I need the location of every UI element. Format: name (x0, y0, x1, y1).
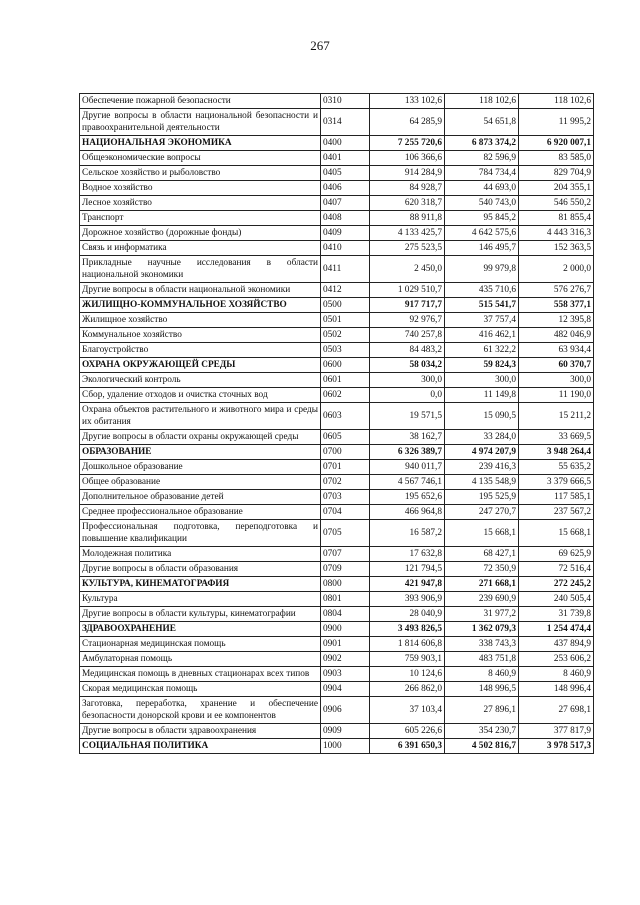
row-value-1-cell: 0,0 (370, 388, 445, 403)
row-value-3-cell: 11 995,2 (519, 109, 594, 136)
row-value-2-cell: 44 693,0 (445, 181, 519, 196)
row-value-2-cell: 31 977,2 (445, 607, 519, 622)
row-code-cell: 0707 (321, 547, 370, 562)
row-value-3-cell: 33 669,5 (519, 430, 594, 445)
section-row (80, 577, 594, 592)
row-value-2-cell: 435 710,6 (445, 283, 519, 298)
table-row (80, 256, 594, 283)
budget-table (79, 93, 594, 754)
row-value-3-cell: 482 046,9 (519, 328, 594, 343)
row-value-2-cell: 59 824,3 (445, 358, 519, 373)
row-name-cell: Сбор, удаление отходов и очистка сточных вод (80, 388, 321, 403)
row-value-2-cell: 271 668,1 (445, 577, 519, 592)
row-value-3-cell: 3 948 264,4 (519, 445, 594, 460)
row-value-1-cell: 4 133 425,7 (370, 226, 445, 241)
table-row (80, 430, 594, 445)
row-code-cell: 0902 (321, 652, 370, 667)
row-name-cell: Общее образование (80, 475, 321, 490)
row-value-1-cell: 759 903,1 (370, 652, 445, 667)
table-row (80, 592, 594, 607)
row-value-2-cell: 82 596,9 (445, 151, 519, 166)
row-name-cell: Водное хозяйство (80, 181, 321, 196)
row-code-cell: 0705 (321, 520, 370, 547)
row-value-1-cell: 10 124,6 (370, 667, 445, 682)
row-value-2-cell: 72 350,9 (445, 562, 519, 577)
row-value-2-cell: 4 502 816,7 (445, 739, 519, 754)
row-value-1-cell: 4 567 746,1 (370, 475, 445, 490)
row-value-3-cell: 546 550,2 (519, 196, 594, 211)
row-value-3-cell: 60 370,7 (519, 358, 594, 373)
row-value-2-cell: 515 541,7 (445, 298, 519, 313)
row-name-cell: ОБРАЗОВАНИЕ (80, 445, 321, 460)
row-value-1-cell: 84 483,2 (370, 343, 445, 358)
row-name-cell: Сельское хозяйство и рыболовство (80, 166, 321, 181)
table-row (80, 211, 594, 226)
row-code-cell: 0901 (321, 637, 370, 652)
row-value-1-cell: 16 587,2 (370, 520, 445, 547)
row-name-cell: НАЦИОНАЛЬНАЯ ЭКОНОМИКА (80, 136, 321, 151)
table-row (80, 166, 594, 181)
row-value-1-cell: 300,0 (370, 373, 445, 388)
row-code-cell: 0407 (321, 196, 370, 211)
table-row (80, 607, 594, 622)
table-row (80, 328, 594, 343)
row-code-cell: 0602 (321, 388, 370, 403)
row-value-3-cell: 377 817,9 (519, 724, 594, 739)
row-value-2-cell: 195 525,9 (445, 490, 519, 505)
row-value-3-cell: 15 668,1 (519, 520, 594, 547)
row-name-cell: Другие вопросы в области национальной экономики (80, 283, 321, 298)
table-row (80, 547, 594, 562)
row-value-3-cell: 2 000,0 (519, 256, 594, 283)
row-value-1-cell: 940 011,7 (370, 460, 445, 475)
section-row (80, 622, 594, 637)
row-value-3-cell: 8 460,9 (519, 667, 594, 682)
row-name-cell: Молодежная политика (80, 547, 321, 562)
row-value-3-cell: 12 395,8 (519, 313, 594, 328)
table-row (80, 226, 594, 241)
row-value-2-cell: 4 974 207,9 (445, 445, 519, 460)
row-value-3-cell: 69 625,9 (519, 547, 594, 562)
row-value-3-cell: 829 704,9 (519, 166, 594, 181)
row-name-cell: Стационарная медицинская помощь (80, 637, 321, 652)
row-value-2-cell: 27 896,1 (445, 697, 519, 724)
row-code-cell: 0314 (321, 109, 370, 136)
row-name-cell: Лесное хозяйство (80, 196, 321, 211)
row-value-1-cell: 1 029 510,7 (370, 283, 445, 298)
table-row (80, 94, 594, 109)
row-name-cell: Обеспечение пожарной безопасности (80, 94, 321, 109)
row-code-cell: 0709 (321, 562, 370, 577)
row-value-2-cell: 540 743,0 (445, 196, 519, 211)
row-value-1-cell: 466 964,8 (370, 505, 445, 520)
table-row (80, 697, 594, 724)
row-name-cell: Медицинская помощь в дневных стационарах всех типов (80, 667, 321, 682)
row-name-cell: ЗДРАВООХРАНЕНИЕ (80, 622, 321, 637)
row-value-2-cell: 6 873 374,2 (445, 136, 519, 151)
row-name-cell: ЖИЛИЩНО-КОММУНАЛЬНОЕ ХОЗЯЙСТВО (80, 298, 321, 313)
row-value-2-cell: 247 270,7 (445, 505, 519, 520)
row-value-3-cell: 300,0 (519, 373, 594, 388)
row-value-1-cell: 605 226,6 (370, 724, 445, 739)
table-row (80, 682, 594, 697)
table-row (80, 403, 594, 430)
row-value-2-cell: 11 149,8 (445, 388, 519, 403)
row-value-1-cell: 38 162,7 (370, 430, 445, 445)
row-value-2-cell: 33 284,0 (445, 430, 519, 445)
row-value-1-cell: 6 326 389,7 (370, 445, 445, 460)
table-row (80, 373, 594, 388)
row-name-cell: Профессиональная подготовка, переподготовка и повышение квалификации (80, 520, 321, 547)
row-value-3-cell: 63 934,4 (519, 343, 594, 358)
row-name-cell: Другие вопросы в области культуры, кинематографии (80, 607, 321, 622)
row-code-cell: 0501 (321, 313, 370, 328)
row-value-1-cell: 275 523,5 (370, 241, 445, 256)
table-row (80, 181, 594, 196)
row-name-cell: Другие вопросы в области здравоохранения (80, 724, 321, 739)
row-value-1-cell: 917 717,7 (370, 298, 445, 313)
row-value-2-cell: 338 743,3 (445, 637, 519, 652)
row-value-1-cell: 17 632,8 (370, 547, 445, 562)
row-value-2-cell: 37 757,4 (445, 313, 519, 328)
table-row (80, 667, 594, 682)
row-code-cell: 0900 (321, 622, 370, 637)
row-value-2-cell: 99 979,8 (445, 256, 519, 283)
table-row (80, 475, 594, 490)
row-code-cell: 0703 (321, 490, 370, 505)
row-code-cell: 0310 (321, 94, 370, 109)
row-name-cell: Дошкольное образование (80, 460, 321, 475)
row-name-cell: Другие вопросы в области охраны окружающей среды (80, 430, 321, 445)
row-value-2-cell: 483 751,8 (445, 652, 519, 667)
row-name-cell: СОЦИАЛЬНАЯ ПОЛИТИКА (80, 739, 321, 754)
row-value-1-cell: 266 862,0 (370, 682, 445, 697)
row-name-cell: Дорожное хозяйство (дорожные фонды) (80, 226, 321, 241)
row-value-2-cell: 146 495,7 (445, 241, 519, 256)
row-value-1-cell: 393 906,9 (370, 592, 445, 607)
table-row (80, 724, 594, 739)
row-value-1-cell: 421 947,8 (370, 577, 445, 592)
row-value-1-cell: 106 366,6 (370, 151, 445, 166)
row-code-cell: 0702 (321, 475, 370, 490)
row-name-cell: Благоустройство (80, 343, 321, 358)
row-value-3-cell: 253 606,2 (519, 652, 594, 667)
row-value-1-cell: 620 318,7 (370, 196, 445, 211)
row-value-2-cell: 15 090,5 (445, 403, 519, 430)
row-name-cell: Скорая медицинская помощь (80, 682, 321, 697)
row-code-cell: 0801 (321, 592, 370, 607)
row-code-cell: 0904 (321, 682, 370, 697)
row-name-cell: Амбулаторная помощь (80, 652, 321, 667)
table-row (80, 283, 594, 298)
row-value-1-cell: 7 255 720,6 (370, 136, 445, 151)
row-value-1-cell: 92 976,7 (370, 313, 445, 328)
row-code-cell: 0601 (321, 373, 370, 388)
row-value-3-cell: 31 739,8 (519, 607, 594, 622)
row-code-cell: 0600 (321, 358, 370, 373)
row-value-3-cell: 4 443 316,3 (519, 226, 594, 241)
section-row (80, 358, 594, 373)
row-value-2-cell: 354 230,7 (445, 724, 519, 739)
table-row (80, 196, 594, 211)
row-value-3-cell: 3 978 517,3 (519, 739, 594, 754)
row-value-1-cell: 37 103,4 (370, 697, 445, 724)
row-value-3-cell: 27 698,1 (519, 697, 594, 724)
row-value-1-cell: 740 257,8 (370, 328, 445, 343)
table-row (80, 241, 594, 256)
row-value-1-cell: 6 391 650,3 (370, 739, 445, 754)
row-name-cell: Экологический контроль (80, 373, 321, 388)
row-code-cell: 0704 (321, 505, 370, 520)
row-name-cell: Транспорт (80, 211, 321, 226)
row-name-cell: Коммунальное хозяйство (80, 328, 321, 343)
row-code-cell: 0405 (321, 166, 370, 181)
table-row (80, 637, 594, 652)
section-row (80, 298, 594, 313)
table-row (80, 490, 594, 505)
row-value-2-cell: 784 734,4 (445, 166, 519, 181)
row-value-1-cell: 133 102,6 (370, 94, 445, 109)
row-name-cell: Прикладные научные исследования в области национальной экономики (80, 256, 321, 283)
row-value-3-cell: 117 585,1 (519, 490, 594, 505)
table-row (80, 343, 594, 358)
table-row (80, 520, 594, 547)
budget-table-body (80, 94, 594, 754)
row-code-cell: 0903 (321, 667, 370, 682)
row-value-1-cell: 195 652,6 (370, 490, 445, 505)
row-name-cell: Общеэкономические вопросы (80, 151, 321, 166)
row-code-cell: 0804 (321, 607, 370, 622)
row-value-3-cell: 204 355,1 (519, 181, 594, 196)
row-name-cell: Связь и информатика (80, 241, 321, 256)
row-value-3-cell: 437 894,9 (519, 637, 594, 652)
row-value-3-cell: 272 245,2 (519, 577, 594, 592)
row-code-cell: 0412 (321, 283, 370, 298)
row-value-1-cell: 121 794,5 (370, 562, 445, 577)
row-code-cell: 0503 (321, 343, 370, 358)
row-value-1-cell: 3 493 826,5 (370, 622, 445, 637)
row-name-cell: ОХРАНА ОКРУЖАЮЩЕЙ СРЕДЫ (80, 358, 321, 373)
row-value-2-cell: 15 668,1 (445, 520, 519, 547)
table-row (80, 109, 594, 136)
row-code-cell: 0408 (321, 211, 370, 226)
row-name-cell: Другие вопросы в области национальной безопасности и правоохранительной деятельности (80, 109, 321, 136)
table-row (80, 652, 594, 667)
row-value-3-cell: 1 254 474,4 (519, 622, 594, 637)
row-code-cell: 0502 (321, 328, 370, 343)
table-row (80, 562, 594, 577)
row-name-cell: Охрана объектов растительного и животного мира и среды их обитания (80, 403, 321, 430)
row-value-1-cell: 28 040,9 (370, 607, 445, 622)
row-value-3-cell: 83 585,0 (519, 151, 594, 166)
row-value-3-cell: 3 379 666,5 (519, 475, 594, 490)
table-row (80, 151, 594, 166)
row-value-3-cell: 558 377,1 (519, 298, 594, 313)
row-code-cell: 0411 (321, 256, 370, 283)
row-value-1-cell: 64 285,9 (370, 109, 445, 136)
section-row (80, 739, 594, 754)
row-value-2-cell: 118 102,6 (445, 94, 519, 109)
table-row (80, 313, 594, 328)
row-value-1-cell: 1 814 606,8 (370, 637, 445, 652)
row-value-2-cell: 8 460,9 (445, 667, 519, 682)
row-value-3-cell: 55 635,2 (519, 460, 594, 475)
row-value-2-cell: 61 322,2 (445, 343, 519, 358)
table-row (80, 388, 594, 403)
row-value-3-cell: 6 920 007,1 (519, 136, 594, 151)
row-value-1-cell: 58 034,2 (370, 358, 445, 373)
table-row (80, 460, 594, 475)
row-name-cell: КУЛЬТУРА, КИНЕМАТОГРАФИЯ (80, 577, 321, 592)
row-name-cell: Другие вопросы в области образования (80, 562, 321, 577)
row-code-cell: 0409 (321, 226, 370, 241)
row-code-cell: 0800 (321, 577, 370, 592)
row-name-cell: Среднее профессиональное образование (80, 505, 321, 520)
section-row (80, 136, 594, 151)
row-code-cell: 0701 (321, 460, 370, 475)
row-value-3-cell: 15 211,2 (519, 403, 594, 430)
section-row (80, 445, 594, 460)
row-code-cell: 0909 (321, 724, 370, 739)
row-value-1-cell: 19 571,5 (370, 403, 445, 430)
row-value-2-cell: 54 651,8 (445, 109, 519, 136)
row-value-3-cell: 118 102,6 (519, 94, 594, 109)
row-code-cell: 0400 (321, 136, 370, 151)
row-value-3-cell: 11 190,0 (519, 388, 594, 403)
row-value-3-cell: 72 516,4 (519, 562, 594, 577)
row-value-1-cell: 2 450,0 (370, 256, 445, 283)
row-code-cell: 0401 (321, 151, 370, 166)
row-value-2-cell: 300,0 (445, 373, 519, 388)
table-row (80, 505, 594, 520)
row-value-2-cell: 95 845,2 (445, 211, 519, 226)
row-value-2-cell: 1 362 079,3 (445, 622, 519, 637)
row-value-2-cell: 239 690,9 (445, 592, 519, 607)
row-name-cell: Культура (80, 592, 321, 607)
row-value-3-cell: 148 996,4 (519, 682, 594, 697)
row-value-2-cell: 416 462,1 (445, 328, 519, 343)
row-code-cell: 0603 (321, 403, 370, 430)
row-value-2-cell: 4 642 575,6 (445, 226, 519, 241)
row-value-3-cell: 81 855,4 (519, 211, 594, 226)
row-name-cell: Заготовка, переработка, хранение и обеспечение безопасности донорской крови и ее компонентов (80, 697, 321, 724)
row-name-cell: Дополнительное образование детей (80, 490, 321, 505)
row-value-1-cell: 84 928,7 (370, 181, 445, 196)
row-value-1-cell: 914 284,9 (370, 166, 445, 181)
row-value-2-cell: 68 427,1 (445, 547, 519, 562)
row-code-cell: 1000 (321, 739, 370, 754)
row-value-2-cell: 239 416,3 (445, 460, 519, 475)
row-value-3-cell: 152 363,5 (519, 241, 594, 256)
row-code-cell: 0700 (321, 445, 370, 460)
row-value-2-cell: 4 135 548,9 (445, 475, 519, 490)
row-code-cell: 0906 (321, 697, 370, 724)
page-number: 267 (310, 38, 330, 53)
row-code-cell: 0406 (321, 181, 370, 196)
row-value-2-cell: 148 996,5 (445, 682, 519, 697)
row-value-3-cell: 240 505,4 (519, 592, 594, 607)
row-code-cell: 0410 (321, 241, 370, 256)
row-value-3-cell: 237 567,2 (519, 505, 594, 520)
row-code-cell: 0605 (321, 430, 370, 445)
row-value-3-cell: 576 276,7 (519, 283, 594, 298)
row-value-1-cell: 88 911,8 (370, 211, 445, 226)
row-code-cell: 0500 (321, 298, 370, 313)
row-name-cell: Жилищное хозяйство (80, 313, 321, 328)
